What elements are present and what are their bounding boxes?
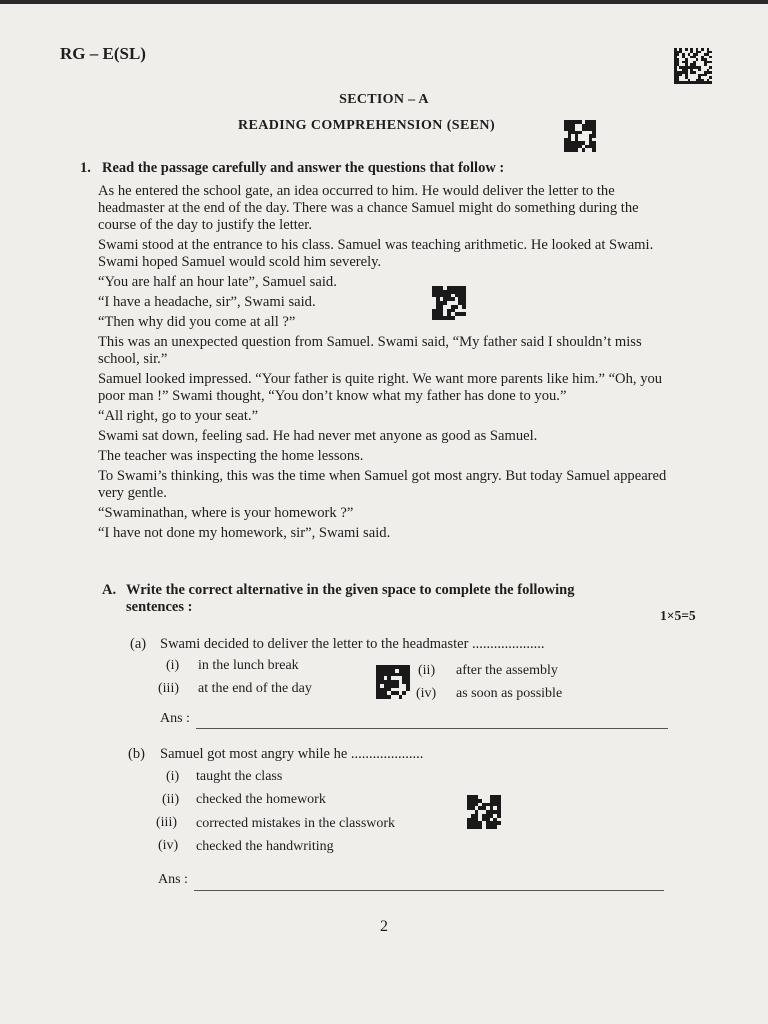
option-text: taught the class [196, 769, 283, 784]
option-text: at the end of the day [198, 681, 312, 696]
qr-code-icon [564, 120, 596, 152]
item-label: (a) [130, 636, 147, 652]
answer-line[interactable] [194, 890, 664, 891]
marks-allocation: 1×5=5 [660, 608, 696, 623]
passage-paragraph: “I have a headache, sir”, Swami said. [98, 294, 316, 310]
option-number: (i) [166, 769, 180, 784]
page-number: 2 [380, 918, 388, 935]
option-text: checked the handwriting [196, 839, 334, 854]
option-number: (i) [166, 658, 180, 673]
sub-question-instruction: Write the correct alternative in the given space to complete the following sentences : [126, 582, 575, 615]
item-stem: Samuel got most angry while he .................... [160, 746, 424, 762]
option-number: (iv) [416, 686, 437, 701]
option-text: in the lunch break [198, 658, 299, 673]
question-number: 1. [80, 160, 91, 176]
passage-paragraph: As he entered the school gate, an idea occurred to him. He would deliver the letter to the headmaster at the end of the day. There was a chance Samuel might do something during the course of the day to justify the letter. [98, 183, 639, 233]
option-text: corrected mistakes in the classwork [196, 816, 396, 831]
option-text: after the assembly [456, 663, 558, 678]
passage-paragraph: This was an unexpected question from Samuel. Swami said, “My father said I shouldn’t miss school, sir.” [98, 334, 642, 367]
qr-code-icon [467, 795, 501, 829]
passage-paragraph: “All right, go to your seat.” [98, 408, 259, 424]
sub-question-letter: A. [102, 582, 117, 598]
option-number: (ii) [418, 663, 436, 678]
document-code: RG – E(SL) [60, 44, 146, 63]
passage-paragraph: To Swami’s thinking, this was the time when Samuel got most angry. But today Samuel appeared very gentle. [98, 468, 667, 501]
passage-paragraph: “Swaminathan, where is your homework ?” [98, 505, 354, 521]
qr-code-icon [376, 665, 410, 699]
item-stem: Swami decided to deliver the letter to the headmaster .................... [160, 636, 545, 652]
passage-paragraph: Swami sat down, feeling sad. He had never met anyone as good as Samuel. [98, 428, 538, 444]
qr-code-icon [432, 286, 466, 320]
passage-paragraph: Swami stood at the entrance to his class. Samuel was teaching arithmetic. He looked at Swami. Swami hoped Samuel would scold him severely. [98, 237, 654, 270]
reading-passage [98, 183, 678, 545]
answer-line[interactable] [196, 728, 668, 729]
option-number: (iv) [158, 838, 179, 853]
answer-label: Ans : [158, 872, 188, 887]
passage-paragraph: “I have not done my homework, sir”, Swami said. [98, 525, 391, 541]
section-title: SECTION – A [339, 92, 429, 107]
question-instruction: Read the passage carefully and answer the questions that follow : [102, 160, 505, 176]
passage-paragraph: “Then why did you come at all ?” [98, 314, 296, 330]
option-number: (iii) [158, 681, 179, 696]
passage-paragraph: Samuel looked impressed. “Your father is quite right. We want more parents like him.” “Oh, you poor man !” Swami thought, “You don’t know what my father has done to you.” [98, 371, 663, 404]
option-number: (iii) [156, 815, 177, 830]
option-number: (ii) [162, 792, 180, 807]
option-text: as soon as possible [456, 686, 563, 701]
item-label: (b) [128, 746, 145, 762]
answer-label: Ans : [160, 711, 190, 726]
option-text: checked the homework [196, 792, 326, 807]
section-subtitle: READING COMPREHENSION (SEEN) [238, 118, 495, 133]
passage-paragraph: “You are half an hour late”, Samuel said. [98, 274, 337, 290]
passage-paragraph: The teacher was inspecting the home lessons. [98, 448, 364, 464]
datamatrix-code-icon [674, 48, 712, 84]
